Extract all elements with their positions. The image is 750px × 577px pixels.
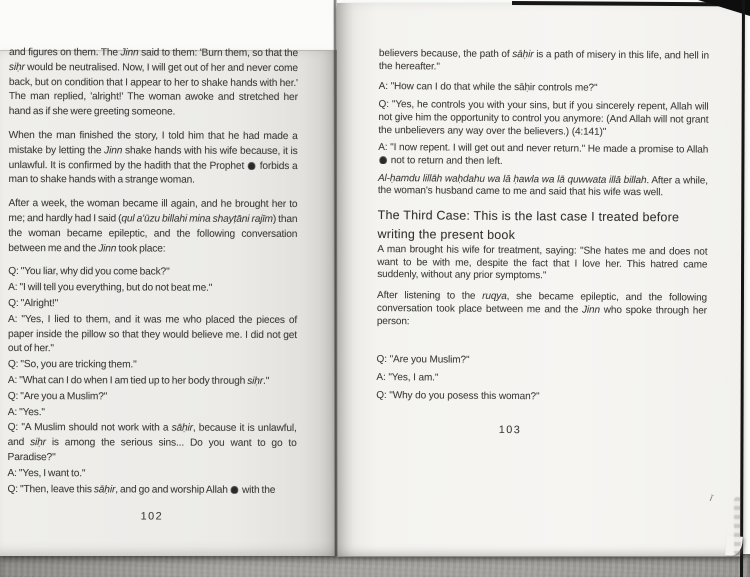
text-run: would be neutralised. Now, I will get out of her and never come back, but on condition that I appear to her to shake hands with her.' The man replied, 'alright!' The woman awoke and stretched her hand as if she were greeting someone. (8, 61, 298, 118)
text-run: with the (239, 484, 276, 496)
text-run: , and go and worship Allah (115, 483, 230, 496)
text-run: Q: "Are you a Muslim?" (7, 390, 108, 403)
text-run: A: "Yes, I lied to them, and it was me who placed the pieces of paper inside the pillow so that they would believe me. I did not get out of her." (7, 313, 298, 355)
qa-line (8, 297, 297, 313)
heading (377, 206, 707, 247)
text-run: shake hands with his wife because, it is unlawful. It is confirmed by the hadith that the Prophet (8, 145, 298, 172)
text-run: 103 (498, 424, 522, 437)
text-run: A: "Yes." (7, 406, 45, 418)
qa-line (8, 406, 297, 422)
text-run: believers because, the path of (378, 48, 513, 61)
text-run: 102 (140, 510, 164, 523)
table-surface-band (0, 554, 750, 577)
text-run: Q: "A Muslim should not work with a (7, 422, 172, 434)
text-run: Q: "Are you Muslim?" (376, 354, 470, 366)
text-run: said to them: 'Burn them, so that the (138, 47, 298, 60)
text-run: The Third Case: This is the last case I treated before (377, 208, 680, 225)
qa-line (8, 421, 297, 466)
text-run: After listening to the (377, 290, 483, 302)
text-run: Q: "Why do you posess this woman?" (376, 389, 540, 402)
text-run: Q: "You liar, why did you come back?" (8, 266, 170, 278)
text-run: and figures on them. The (8, 46, 121, 59)
text-run: Jinn (120, 47, 139, 59)
allah-honorific-icon (379, 156, 387, 164)
qa-line (379, 81, 709, 96)
text-run: A: "I will tell you everything, but do not beat me." (8, 282, 213, 294)
text-run: After a week, the woman became ill again, and he brought her to me; and hardly had I said ( (8, 198, 298, 225)
text-run: not to return and then left. (388, 154, 503, 167)
text-run: Q: "Then, leave this (7, 483, 94, 495)
qa-line (8, 313, 297, 358)
page-number (7, 509, 296, 525)
qa-line (376, 390, 706, 405)
text-run: ruqya (482, 290, 507, 303)
text-run: siḥr (30, 437, 46, 449)
text-run: sāḥir (512, 49, 534, 61)
para (9, 46, 298, 121)
qa-line (8, 281, 297, 297)
text-run: Q: "So, you are tricking them." (7, 359, 137, 371)
right-edge-line (740, 0, 745, 577)
qa-line (8, 374, 297, 390)
text-run: Jinn (98, 242, 117, 254)
text-run: Jinn (581, 304, 601, 316)
qa-line (7, 467, 296, 483)
text-run: is among the serious sins... Do you want to go to Paradise?" (7, 437, 297, 464)
text-run: A man brought his wife for treatment, saying: "She hates me and does not want to be with me, despite the fact that I love her. This hatred came suddenly, without any prior symptoms." (377, 244, 708, 282)
text-run: siḥr (247, 375, 264, 387)
text-run: who spoke through her person: (376, 304, 707, 327)
text-run: . After a while, the woman's husband came to me and said that his wife was well. (377, 174, 709, 199)
text-run: ." (263, 375, 270, 387)
para (378, 173, 708, 201)
text-run: , she became epileptic, and the following conversation took place between me and the (376, 291, 708, 316)
text-run: writing the present book (377, 227, 516, 243)
text-run: qul a'ūzu billahi mina shayṭāni rajīm (121, 213, 273, 225)
text-run: siḥr (8, 61, 25, 73)
page-number (376, 423, 644, 438)
para (9, 129, 298, 189)
qa-line (8, 358, 297, 374)
qa-line (376, 372, 706, 387)
text-run: A: "Yes, I want to." (7, 467, 86, 479)
text-run: Q: "Alright!" (8, 297, 59, 310)
allah-honorific-icon (231, 485, 239, 493)
text-run: forbids a man to shake hands with a strange woman. (8, 160, 298, 187)
para (377, 290, 707, 331)
text-run: A: "I now repent. I will get out and never return." He made a promise to Allah (378, 142, 709, 156)
text-run: A: "Yes, I am." (376, 371, 439, 384)
qa-line (8, 265, 297, 281)
text-run: When the man finished the story, I told him that he had made a mistake by letting the (8, 129, 298, 157)
para (379, 48, 709, 76)
qa-line (7, 483, 296, 499)
text-run: A: "What can I do when I am tied up to her body through (7, 374, 248, 387)
left-page-text (7, 46, 298, 525)
text-run: A: "How can I do that while the sāḥir controls me?" (378, 81, 598, 95)
text-run: Jinn (104, 145, 123, 157)
stray-mark: ī (708, 492, 714, 505)
text-run: sāḥir (93, 483, 116, 495)
text-run: Al-ḥamdu lillāh waḥdahu wa lā ḥawla wa lā quwwata illā billah (377, 172, 647, 186)
edge-smudge (734, 497, 741, 555)
qa-line (376, 354, 706, 369)
text-run: Q: "Yes, he controls you with your sins, but if you sincerely repent, Allah will not give him the opportunity to control you anymore: (And Allah will not grant the unbelievers any way over the believers.) (4:141)" (378, 99, 709, 138)
text-run: , because it is unlawful, and (7, 422, 297, 449)
qa-line (8, 390, 297, 406)
para (377, 244, 707, 285)
qa-line (378, 142, 708, 170)
para (8, 197, 297, 257)
qa-line (378, 99, 708, 140)
text-run: sāḥir (171, 422, 193, 434)
text-run: is a path of misery in this life, and hell in the hereafter." (378, 49, 709, 73)
right-page-text (376, 48, 709, 439)
text-run: ) than the woman became epileptic, and the following conversation between me and the (8, 213, 298, 254)
text-run: took place: (116, 242, 166, 255)
prophet-honorific-icon (248, 161, 256, 169)
